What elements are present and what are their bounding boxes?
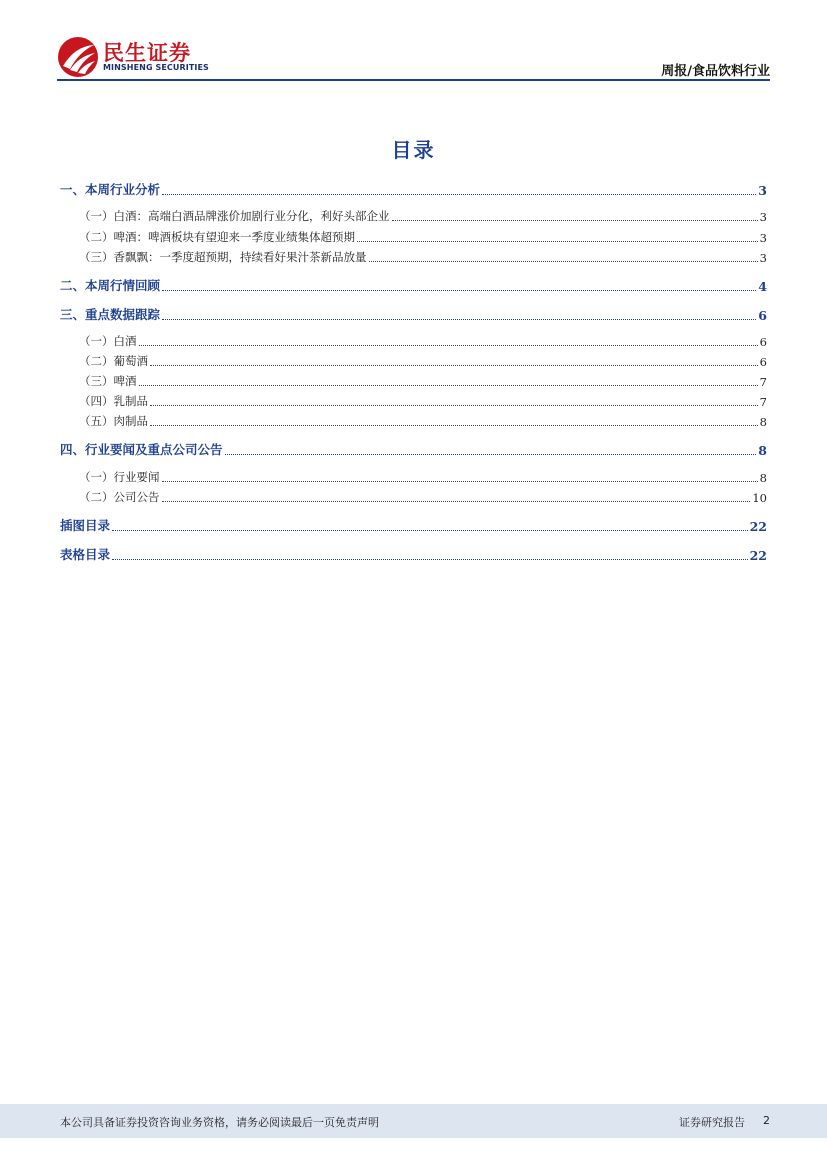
report-title: 周报/食品饮料行业 [661,64,770,79]
toc-entry-page: 3 [759,210,767,224]
toc-entry-page: 6 [758,308,767,323]
toc-leader-dots [150,405,758,406]
toc-leader-dots [112,559,748,560]
toc-entry-label: 一、本周行业分析 [60,182,161,197]
toc-entry-page: 7 [759,375,767,389]
toc-entry-label: 三、重点数据跟踪 [60,307,161,322]
toc-entry[interactable] [60,208,767,224]
footer-page-number: 2 [763,1114,770,1127]
header-divider [57,79,770,81]
toc-entry-page: 3 [759,231,767,245]
toc-entry-label: 插图目录 [60,518,111,533]
toc-leader-dots [139,385,758,386]
toc-entry-page: 6 [759,355,767,369]
toc-leader-dots [357,241,758,242]
company-logo [57,36,227,78]
toc-entry[interactable] [60,333,767,349]
toc-entry-page: 22 [749,548,767,563]
toc-entry-page: 22 [749,519,767,534]
toc-leader-dots [162,481,758,482]
page-header [0,0,827,90]
toc-entry-page: 4 [758,279,767,294]
toc-leader-dots [225,454,757,455]
footer-report-type: 证券研究报告 [679,1116,745,1129]
toc-entry[interactable] [60,229,767,245]
toc-entry[interactable] [60,305,767,323]
toc-entry[interactable] [60,545,767,563]
toc-entry-label: 表格目录 [60,547,111,562]
toc-entry-label: （三）啤酒 [79,374,137,388]
toc-entry-label: （四）乳制品 [79,394,148,408]
toc-leader-dots [392,220,758,221]
toc-entry[interactable] [60,276,767,294]
toc-entry[interactable] [60,469,767,485]
toc-leader-dots [139,345,758,346]
toc-entry-label: （一）白酒 [79,334,137,348]
toc-entry[interactable] [60,353,767,369]
toc-leader-dots [162,194,756,195]
toc-leader-dots [112,530,748,531]
toc-entry-page: 8 [758,443,767,458]
toc-entry[interactable] [60,440,767,458]
logo-chinese-name: 民生证券 [103,41,191,65]
toc-leader-dots [162,501,751,502]
toc-entry[interactable] [60,180,767,198]
toc-entry[interactable] [60,393,767,409]
toc-entry[interactable] [60,373,767,389]
toc-heading: 目录 [391,138,436,162]
toc-entry-label: （二）啤酒：啤酒板块有望迎来一季度业绩集体超预期 [79,230,355,244]
toc-entry-page: 3 [759,251,767,265]
minsheng-logo-icon [57,36,99,78]
logo-english-name: MINSHENG SECURITIES [103,63,209,72]
toc-leader-dots [150,365,758,366]
toc-entry-label: 二、本周行情回顾 [60,278,161,293]
toc-entry-label: （一）白酒：高端白酒品牌涨价加剧行业分化，利好头部企业 [79,209,390,223]
toc-entry[interactable] [60,249,767,265]
toc-entry[interactable] [60,489,767,505]
toc-entry-label: 四、行业要闻及重点公司公告 [60,442,223,457]
toc-leader-dots [162,319,756,320]
toc-entry-label: （二）葡萄酒 [79,354,148,368]
toc-entry-label: （三）香飘飘：一季度超预期，持续看好果汁茶新品放量 [79,250,367,264]
toc-entry-page: 3 [758,183,767,198]
toc-entry-label: （二）公司公告 [79,490,160,504]
toc-entry-page: 8 [759,471,767,485]
toc-entry-page: 6 [759,335,767,349]
toc-entry-page: 7 [759,395,767,409]
toc-entry-page: 8 [759,415,767,429]
toc-entry-label: （五）肉制品 [79,414,148,428]
toc-entry-page: 10 [752,491,767,505]
toc-entry[interactable] [60,516,767,534]
toc-leader-dots [369,261,758,262]
toc-leader-dots [150,425,758,426]
footer-disclaimer: 本公司具备证券投资咨询业务资格，请务必阅读最后一页免责声明 [60,1116,379,1129]
toc-leader-dots [162,290,756,291]
toc-entry[interactable] [60,413,767,429]
page-footer [0,1104,827,1138]
toc-entry-label: （一）行业要闻 [79,470,160,484]
